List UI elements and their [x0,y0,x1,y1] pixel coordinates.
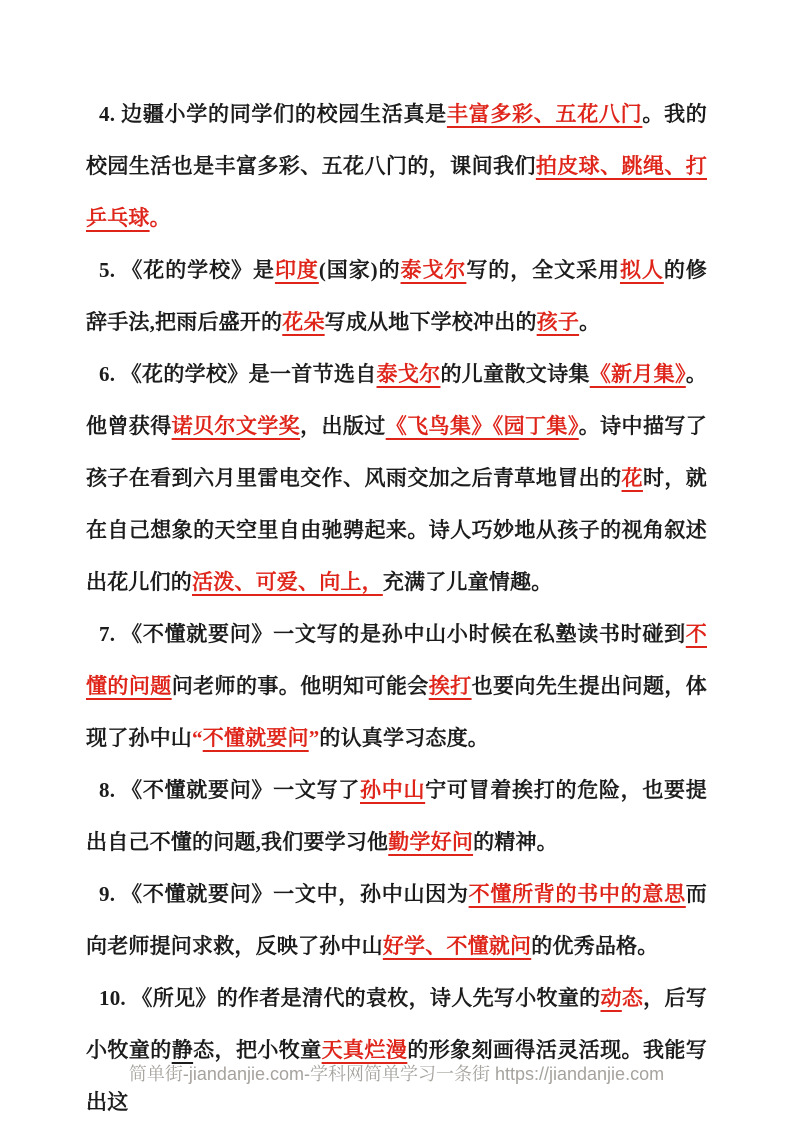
body-text: 。 [579,310,601,334]
body-text: 的儿童散文诗集 [440,362,590,386]
highlight-red-underlined: 好学、不懂就问 [382,934,532,958]
highlight-red-underlined: 花 [621,466,643,490]
highlight-red-underlined: 勤学好问 [388,830,474,854]
highlight-red-underlined: 孩子 [536,310,580,334]
highlight-red-underlined: 不懂就要问 [202,726,309,750]
paragraph [86,972,707,1128]
body-text: 的优秀品格。 [531,934,659,958]
highlight-red-text: 态 [621,986,644,1010]
body-text: 写的，全文采用 [466,258,620,282]
body-text: 。我的校园生活也是丰富多彩、五花八门的，课间我们 [86,102,707,178]
body-text: 态，把小牧童 [193,1038,322,1062]
highlight-red-underlined: 不懂所背的书中的意思 [468,882,686,906]
body-text: 10. 《所见》的作者是清代的袁枚，诗人先写小牧童的 [99,986,601,1010]
body-text: 4. 边疆小学的同学们的校园生活真是 [99,102,447,126]
body-text: 。他曾获得 [86,362,708,438]
paragraph [86,88,707,244]
body-text: 问老师的事。他明知可能会 [171,674,429,698]
body-text: 充满了儿童情趣。 [382,570,553,594]
highlight-red-text: ” [308,726,320,750]
body-text: 的认真学习态度。 [319,726,490,750]
paragraph [86,764,707,868]
body-text: 5. 《花的学校》是 [99,258,275,282]
paragraph [86,348,707,608]
highlight-red-underlined: 动 [600,986,622,1010]
highlight-red-underlined: 泰戈尔 [400,258,467,282]
body-text: 的精神。 [473,830,558,854]
highlight-red-underlined: 丰富多彩、五花八门 [446,102,643,126]
body-text: 。诗中描写了孩子在看到六月里雷电交作、风雨交加之后青草地冒出的 [86,414,707,490]
paragraph [86,868,707,972]
highlight-red-underlined: 挨打 [428,674,472,698]
highlight-red-underlined: 天真烂漫 [321,1038,408,1062]
body-text: 7. 《不懂就要问》一文写的是孙中山小时候在私塾读书时碰到 [99,622,686,646]
body-text: (国家)的 [318,258,401,282]
body-text: 8. 《不懂就要问》一文写了 [99,778,361,802]
body-text: 而向老师提问求救，反映了孙中山 [86,882,707,958]
highlight-red-text: “ [192,726,203,750]
body-text: 宁可冒着挨打的危险，也要提出自己不懂的问题,我们要学习他 [86,778,707,854]
underlined-text: 静 [171,1038,194,1062]
body-text: 的形象刻画得活灵活现。我能写出这 [86,1038,707,1114]
highlight-red-underlined: 拍皮球、跳绳、打乒乓球 [86,154,707,230]
body-text: ，出版过 [300,414,386,438]
body-text: 也要向先生提出问题，体现了孙中山 [86,674,707,750]
highlight-red-underlined: 印度 [274,258,319,282]
document-body [86,0,707,1128]
highlight-red-underlined: 诺贝尔文学奖 [171,414,301,438]
highlight-red-underlined: 拟人 [619,258,664,282]
body-text: 的修辞手法,把雨后盛开的 [86,258,707,334]
highlight-red-underlined: 不懂的问题 [86,622,707,698]
highlight-red-underlined: 《飞鸟集》《园丁集》 [385,414,579,438]
highlight-red-underlined: 泰戈尔 [376,362,441,386]
highlight-red-underlined: 花朵 [282,310,325,334]
highlight-red-underlined: 孙中山 [360,778,426,802]
body-text: 9. 《不懂就要问》一文中，孙中山因为 [99,882,469,906]
highlight-red-text: 。 [149,206,171,230]
highlight-red-underlined: 活泼、可爱、向上， [192,570,383,594]
watermark: 简单街-jiandanjie.com-学科网简单学习一条街 https://jiandanjie.com [128,1064,665,1084]
highlight-red-underlined: 《新月集》 [589,362,686,386]
paragraph [86,244,707,348]
body-text: 写成从地下学校冲出的 [324,310,537,334]
body-text: 时，就在自己想象的天空里自由驰骋起来。诗人巧妙地从孩子的视角叙述出花儿们的 [86,466,707,594]
body-text: 6. 《花的学校》是一首节选自 [99,362,377,386]
paragraph [86,608,707,764]
body-text: ，后写小牧童的 [86,986,707,1062]
